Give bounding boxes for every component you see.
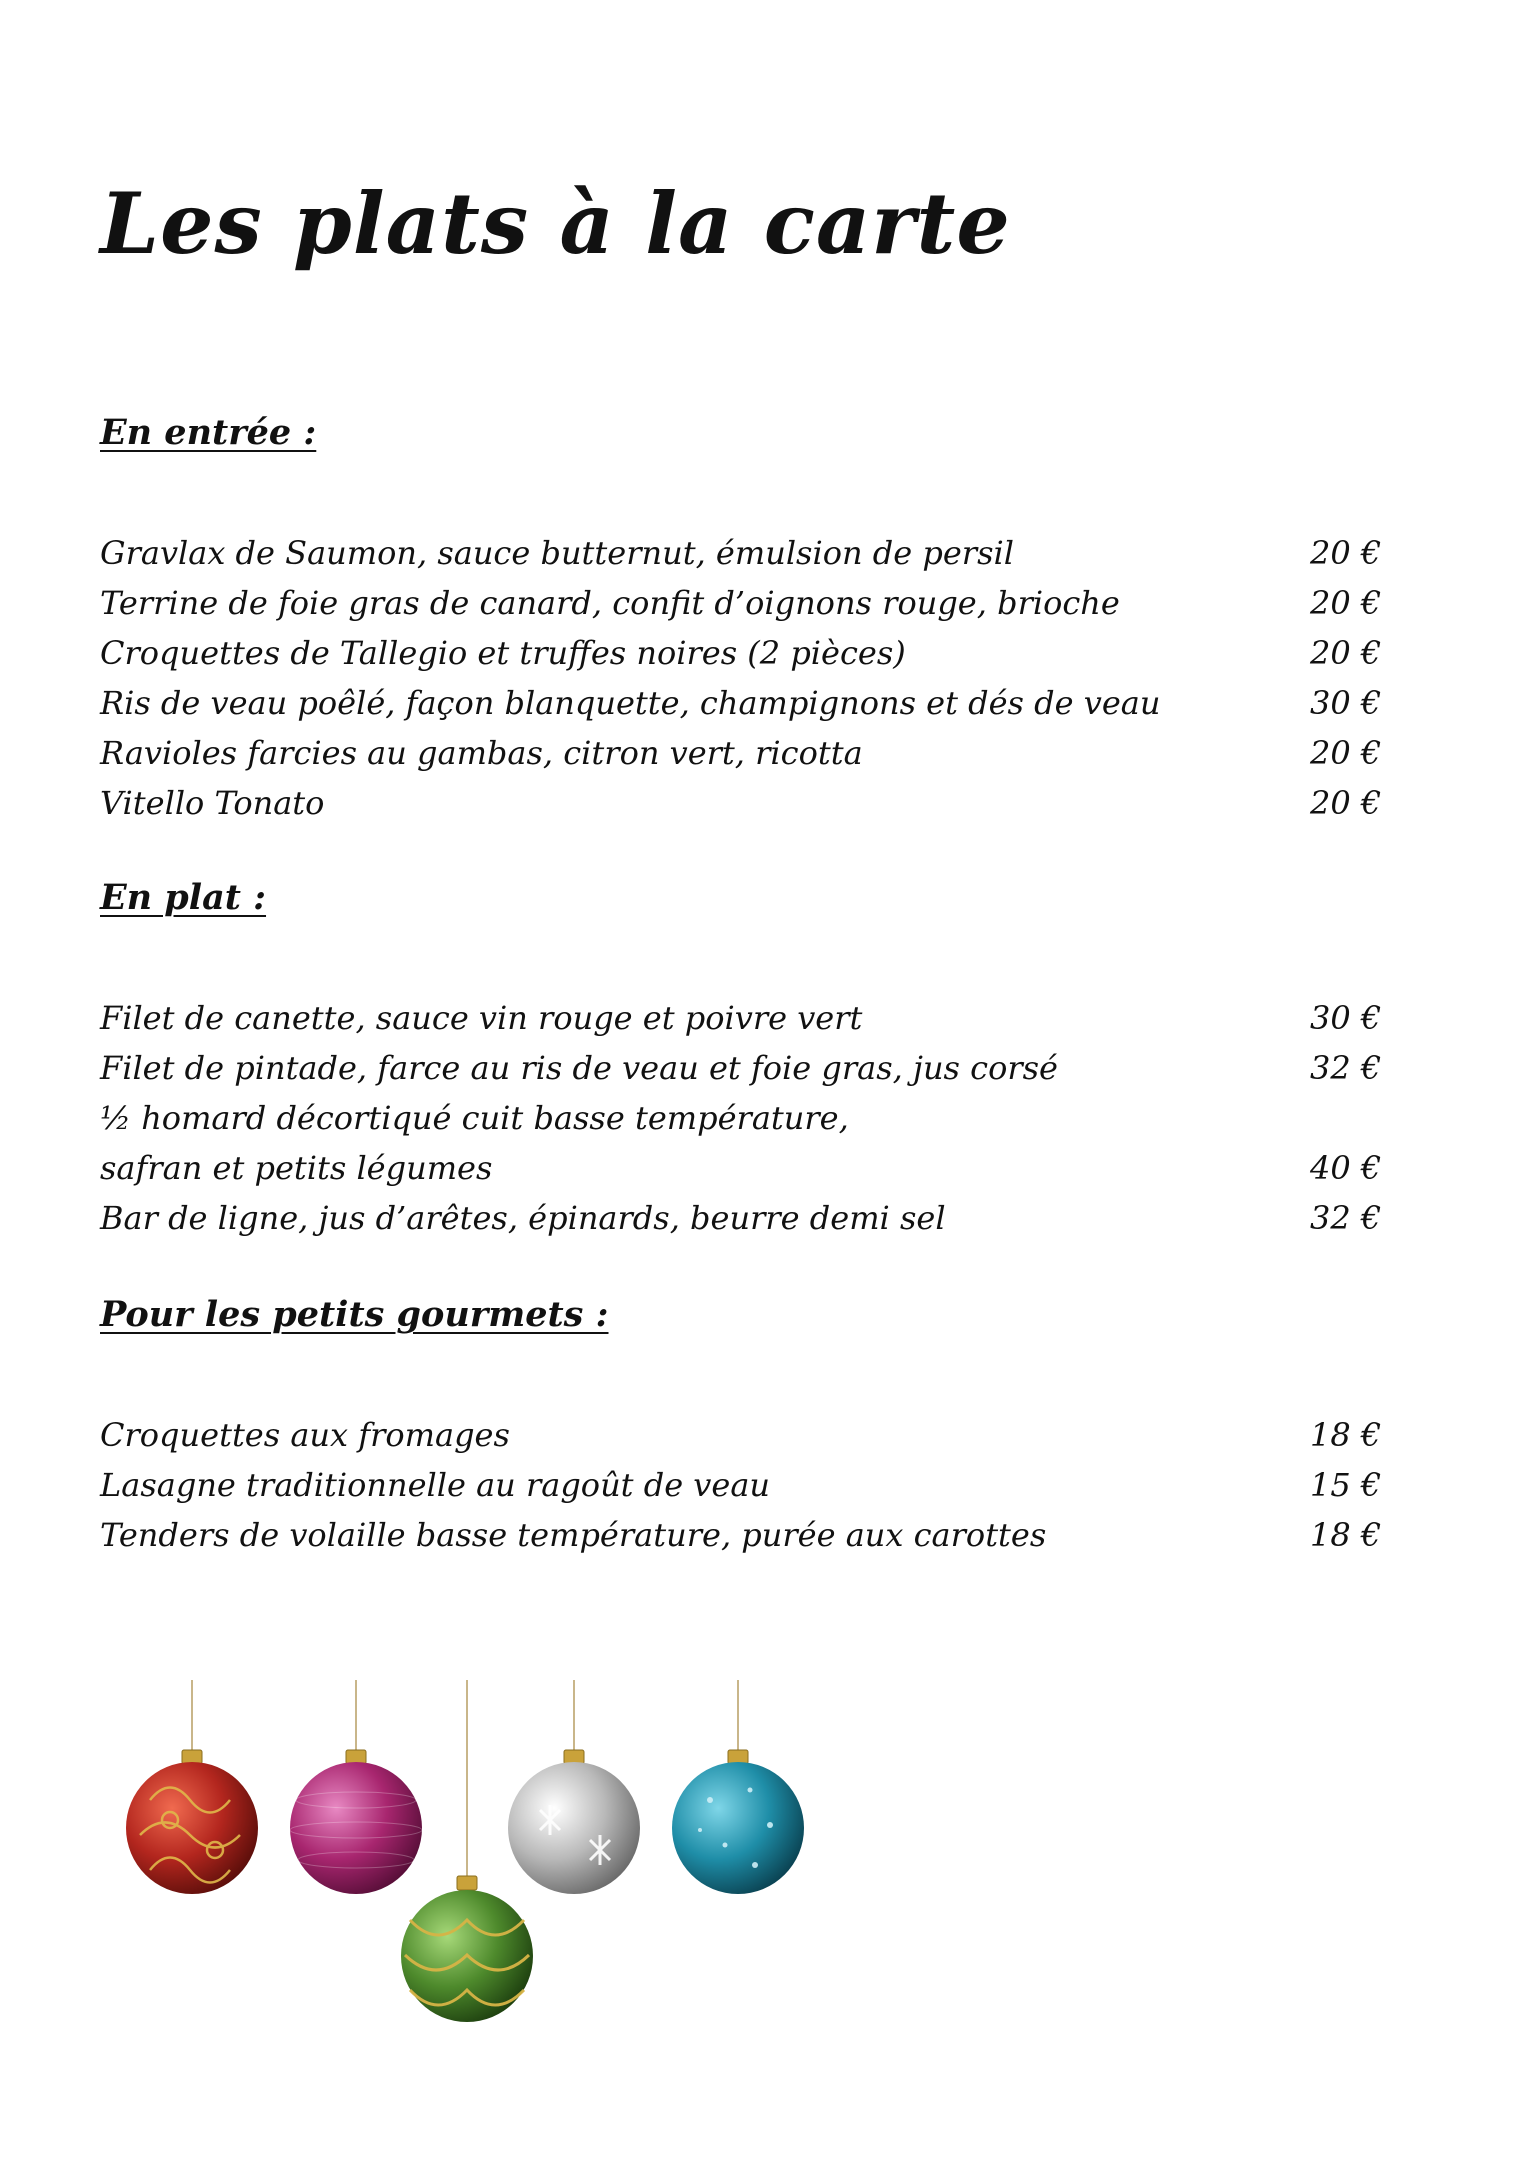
item-name: Tenders de volaille basse température, purée aux carottes — [100, 1516, 1047, 1554]
menu-item — [100, 1093, 1410, 1193]
menu-item — [100, 1193, 1410, 1243]
item-name: Gravlax de Saumon, sauce butternut, émulsion de persil — [100, 534, 1014, 572]
item-name: Filet de canette, sauce vin rouge et poivre vert — [100, 999, 863, 1037]
menu-item — [100, 528, 1410, 578]
menu-item — [100, 728, 1410, 778]
item-price: 30 € — [1310, 684, 1382, 722]
menu-item — [100, 578, 1410, 628]
item-list — [100, 1410, 1410, 1560]
item-list — [100, 993, 1410, 1243]
menu-item — [100, 678, 1410, 728]
item-name: Bar de ligne, jus d’arêtes, épinards, beurre demi sel — [100, 1199, 946, 1237]
section-heading: En entrée : — [100, 412, 317, 453]
item-price: 18 € — [1310, 1516, 1382, 1554]
item-price: 15 € — [1310, 1466, 1382, 1504]
section-plats — [100, 877, 1410, 1243]
item-price: 32 € — [1310, 1049, 1382, 1087]
item-name: Lasagne traditionnelle au ragoût de veau — [100, 1466, 770, 1504]
item-list — [100, 528, 1410, 828]
item-name: Croquettes de Tallegio et truffes noires (2 pièces) — [100, 634, 906, 672]
page-title: Les plats à la carte — [100, 174, 1011, 273]
item-price: 30 € — [1310, 999, 1382, 1037]
menu-item — [100, 1510, 1410, 1560]
item-name: Vitello Tonato — [100, 784, 325, 822]
menu-item — [100, 778, 1410, 828]
menu-item — [100, 1043, 1410, 1093]
item-name: Ravioles farcies au gambas, citron vert, ricotta — [100, 734, 863, 772]
menu-item — [100, 1410, 1410, 1460]
menu-item — [100, 993, 1410, 1043]
item-name: Ris de veau poêlé, façon blanquette, champignons et dés de veau — [100, 684, 1161, 722]
item-name: Terrine de foie gras de canard, confit d’oignons rouge, brioche — [100, 584, 1120, 622]
section-entrees — [100, 412, 1410, 828]
section-petits-gourmets — [100, 1294, 1410, 1560]
section-heading: En plat : — [100, 877, 267, 918]
item-price: 20 € — [1310, 734, 1382, 772]
item-name: ½ homard décortiqué cuit basse température, safran et petits légumes — [100, 1099, 849, 1187]
item-price: 20 € — [1310, 784, 1382, 822]
item-price: 40 € — [1310, 1149, 1382, 1187]
menu-item — [100, 1460, 1410, 1510]
item-price: 20 € — [1310, 634, 1382, 672]
christmas-baubles-icon — [110, 1680, 830, 2080]
item-price: 20 € — [1310, 584, 1382, 622]
item-name: Croquettes aux fromages — [100, 1416, 510, 1454]
item-price: 20 € — [1310, 534, 1382, 572]
item-price: 32 € — [1310, 1199, 1382, 1237]
item-price: 18 € — [1310, 1416, 1382, 1454]
item-name: Filet de pintade, farce au ris de veau et foie gras, jus corsé — [100, 1049, 1058, 1087]
section-heading: Pour les petits gourmets : — [100, 1294, 609, 1335]
menu-item — [100, 628, 1410, 678]
